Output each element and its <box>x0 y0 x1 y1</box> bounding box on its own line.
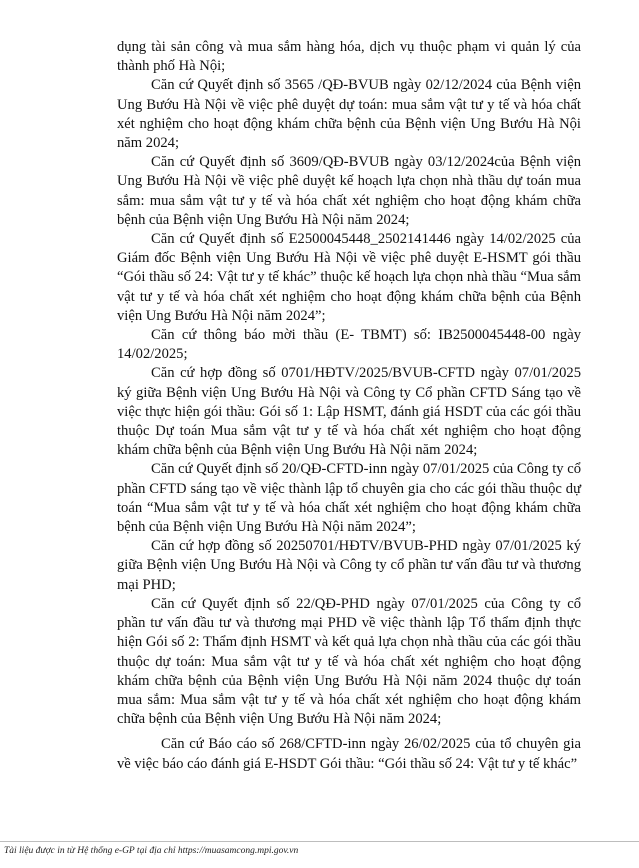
paragraph-report-268: Căn cứ Báo cáo số 268/CFTD-inn ngày 26/02/2025 của tổ chuyên gia về việc báo cáo đánh giá E-HSDT Gói thầu: “Gói thầu số 24: Vật tư y tế khác” <box>117 736 581 772</box>
document-body <box>117 38 581 774</box>
paragraph-contract-20250701: Căn cứ hợp đồng số 20250701/HĐTV/BVUB-PHD ngày 07/01/2025 ký giữa Bệnh viện Ung Bướu Hà Nội và Công ty cổ phần tư vấn đầu tư và thương mại PHD; <box>117 538 581 593</box>
paragraph-tbmt: Căn cứ thông báo mời thầu (E- TBMT) số: IB2500045448-00 ngày 14/02/2025; <box>117 327 581 363</box>
footer-note: Tài liệu được in từ Hệ thống e-GP tại địa chỉ https://muasamcong.mpi.gov.vn <box>4 846 299 856</box>
footer-divider <box>0 841 639 842</box>
paragraph-decision-20: Căn cứ Quyết định số 20/QĐ-CFTD-inn ngày 07/01/2025 của Công ty cổ phần CFTD sáng tạo về việc thành lập tổ chuyên gia cho các gói thầu thuộc dự toán “Mua sắm vật tư y tế và hóa chất xét nghiệm cho hoạt động khám chữa bệnh của Bệnh viện Ung Bướu Hà Nội năm 2024”; <box>117 461 581 536</box>
paragraph-decision-3609: Căn cứ Quyết định số 3609/QĐ-BVUB ngày 03/12/2024của Bệnh viện Ung Bướu Hà Nội về việc phê duyệt kế hoạch lựa chọn nhà thầu dự toán mua sắm: mua sắm vật tư y tế và hóa chất xét nghiệm cho hoạt động khám chữa bệnh của Bệnh viện Ung Bướu Hà Nội năm 2024; <box>117 154 581 228</box>
paragraph-decision-22: Căn cứ Quyết định số 22/QĐ-PHD ngày 07/01/2025 của Công ty cổ phần tư vấn đầu tư và thương mại PHD về việc thành lập Tổ thẩm định thực hiện Gói số 2: Thẩm định HSMT và kết quả lựa chọn nhà thầu của các gói thầu thuộc dự toán: Mua sắm vật tư y tế và hóa chất xét nghiệm cho hoạt động khám chữa bệnh của Bệnh viện Ung Bướu Hà Nội năm 2024 thuộc dự toán mua sắm: Mua sắm vật tư y tế và hóa chất xét nghiệm cho hoạt động khám chữa bệnh của Bệnh viện Ung Bướu Hà Nội năm 2024; <box>117 595 581 728</box>
paragraph-contract-0701: Căn cứ hợp đồng số 0701/HĐTV/2025/BVUB-CFTD ngày 07/01/2025 ký giữa Bệnh viện Ung Bướu Hà Nội và Công ty Cổ phần CFTD Sáng tạo về việc thực hiện gói thầu: Gói số 1: Lập HSMT, đánh giá HSDT của các gói thầu thuộc Dự toán Mua sắm vật tư y tế và hóa chất xét nghiệm cho hoạt động khám chữa bệnh của Bệnh viện Ung Bướu Hà Nội năm 2024; <box>117 365 581 459</box>
paragraph-decision-3565: Căn cứ Quyết định số 3565 /QĐ-BVUB ngày 02/12/2024 của Bệnh viện Ung Bướu Hà Nội về việc phê duyệt dự toán: mua sắm vật tư y tế và hóa chất xét nghiệm cho hoạt động khám chữa bệnh của Bệnh viện Ung Bướu Hà Nội năm 2024; <box>117 77 581 152</box>
paragraph-continuation: dụng tài sản công và mua sắm hàng hóa, dịch vụ thuộc phạm vi quản lý của thành phố Hà Nội; <box>117 39 581 75</box>
paragraph-decision-ehsmt: Căn cứ Quyết định số E2500045448_2502141446 ngày 14/02/2025 của Giám đốc Bệnh viện Ung Bướu Hà Nội về việc phê duyệt E-HSMT gói thầu “Gói thầu số 24: Vật tư y tế khác” thuộc kế hoạch lựa chọn nhà thầu “Mua sắm vật tư y tế và hóa chất xét nghiệm cho hoạt động khám chữa bệnh của Bệnh viện Ung Bướu Hà Nội năm 2024”; <box>117 231 581 324</box>
